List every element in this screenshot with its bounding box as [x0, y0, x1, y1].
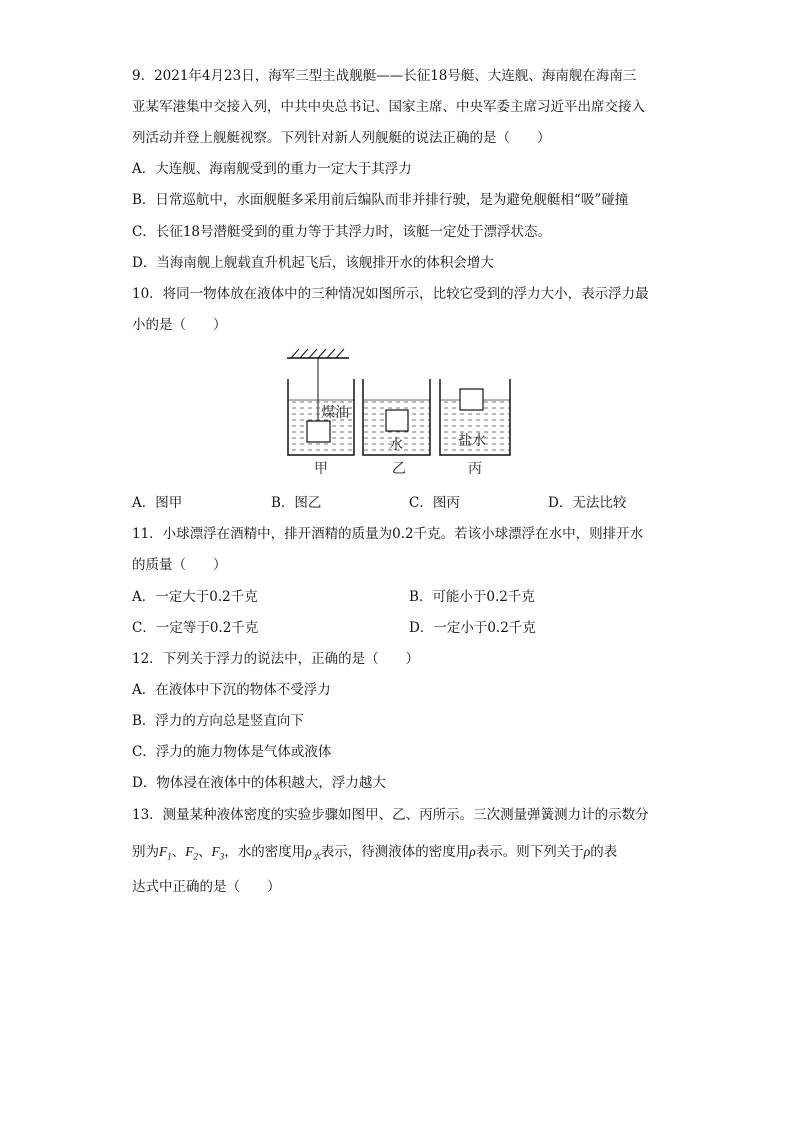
q13-text-e: 的表 [590, 844, 618, 860]
q12-option-a: A．在液体中下沉的物体不受浮力 [132, 682, 331, 698]
q13-stem-line3: 达式中正确的是（ ） [132, 879, 281, 895]
q10-option-d: D．无法比较 [548, 495, 627, 511]
q11-option-d: D．一定小于0.2千克 [409, 620, 536, 636]
q12-option-d: D．物体浸在液体中的体积越大，浮力越大 [132, 775, 386, 791]
q10-stem-line1: 10．将同一物体放在液体中的三种情况如图所示，比较它受到的浮力大小，表示浮力最 [132, 286, 649, 302]
figure-caption-jia: 甲 [314, 461, 328, 477]
q11-option-a: A．一定大于0.2千克 [132, 589, 258, 605]
q9-stem-line1: 9．2021年4月23日，海军三型主战舰艇——长征18号艇、大连舰、海南舰在海南三 [132, 68, 637, 84]
figure-caption-bing: 丙 [468, 461, 482, 477]
separator: 、 [171, 844, 186, 860]
q10-option-c: C．图丙 [409, 495, 460, 511]
q9-option-d: D．当海南舰上舰载直升机起飞后，该舰排开水的体积会增大 [132, 255, 494, 271]
var-rho-water: $\rho_水$ [305, 844, 321, 862]
figure-caption-yi: 乙 [392, 461, 406, 477]
q13-text-c: 表示，待测液体的密度用 [320, 844, 470, 860]
q11-stem-line1: 11．小球漂浮在酒精中，排开酒精的质量为0.2千克。若该小球漂浮在水中，则排开水 [132, 526, 644, 542]
ceiling-support [287, 349, 349, 358]
q13-stem-line2 [132, 842, 617, 867]
q9-option-c: C．长征18号潜艇受到的重力等于其浮力时，该艇一定处于漂浮状态。 [132, 224, 552, 240]
q10-option-a: A．图甲 [132, 495, 183, 511]
q11-option-b: B．可能小于0.2千克 [409, 589, 535, 605]
q13-text-a: 别为 [132, 844, 159, 860]
q13-stem-line1: 13．测量某种液体密度的实验步骤如图甲、乙、丙所示。三次测量弹簧测力计的示数分 [132, 807, 649, 823]
q9-stem-line2: 亚某军港集中交接入列，中共中央总书记、国家主席、中央军委主席习近平出席交接入 [132, 99, 645, 115]
var-f1: $F_1$ [159, 844, 172, 862]
q12-option-c: C．浮力的施力物体是气体或液体 [132, 744, 332, 760]
q9-stem-line3: 列活动并登上舰艇视察。下列针对新人列舰艇的说法正确的是（ ） [132, 130, 551, 146]
q9-option-a: A．大连舰、海南舰受到的重力一定大于其浮力 [132, 161, 412, 177]
q13-text-d: 表示。则下列关于 [475, 844, 584, 860]
object-block-jia [307, 421, 330, 442]
var-f3: $F_3$ [211, 844, 225, 862]
object-block-yi [386, 410, 408, 431]
q10-stem-line2: 小的是（ ） [132, 317, 227, 333]
liquid-label-saltwater: 盐水 [458, 433, 486, 449]
q10-option-b: B．图乙 [271, 495, 322, 511]
q9-option-b: B．日常巡航中，水面舰艇多采用前后编队而非并排行驶，是为避免舰艇相“吸”碰撞 [132, 192, 629, 208]
q12-option-b: B．浮力的方向总是竖直向下 [132, 713, 304, 729]
object-block-bing [460, 389, 483, 410]
liquid-label-water: 水 [389, 437, 403, 453]
q12-stem: 12．下列关于浮力的说法中，正确的是（ ） [132, 651, 420, 667]
buoyancy-figure [283, 345, 519, 479]
q13-text-b: ，水的密度用 [224, 844, 306, 860]
q11-option-c: C．一定等于0.2千克 [132, 620, 259, 636]
var-rho-2: ρ [583, 844, 591, 859]
q11-stem-line2: 的质量（ ） [132, 557, 227, 573]
var-rho: ρ [469, 844, 476, 859]
liquid-label-kerosene: 煤油 [321, 405, 349, 421]
var-f2: $F_2$ [185, 844, 198, 862]
separator: 、 [198, 844, 212, 860]
